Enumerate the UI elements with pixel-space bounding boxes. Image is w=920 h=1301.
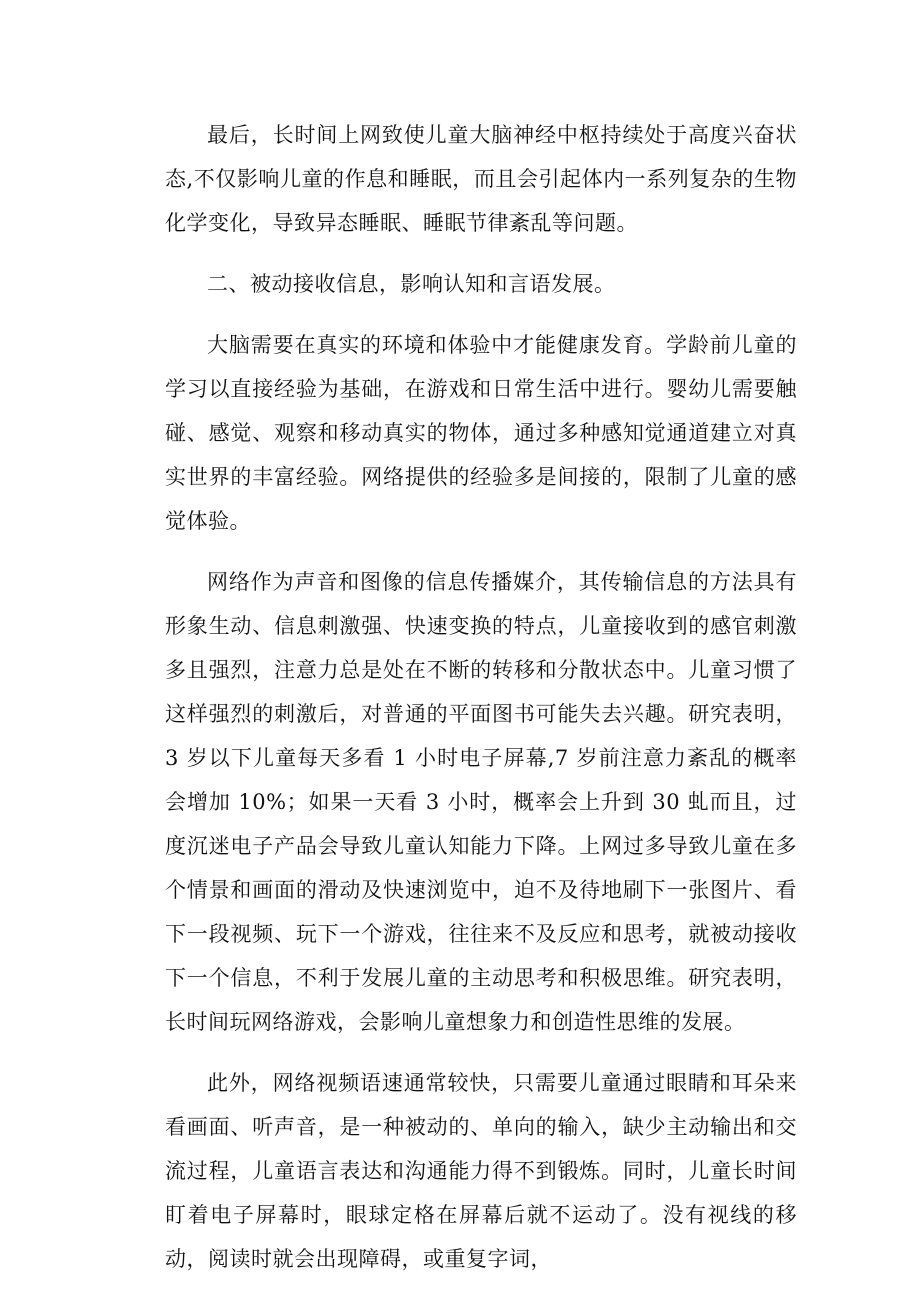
paragraph-language-development: 此外，网络视频语速通常较快，只需要儿童通过眼睛和耳朵来看画面、听声音，是一种被动的、单向的输入，缺少主动输出和交流过程，儿童语言表达和沟通能力得不到锻炼。同时，儿童长时间盯着电子屏幕时，眼球定格在屏幕后就不运动了。没有视线的移动，阅读时就会出现障碍，或重复字词， [165, 1071, 797, 1271]
section-heading-passive-reception: 二、被动接收信息，影响认知和言语发展。 [207, 272, 616, 296]
paragraph-sleep-effects: 最后，长时间上网致使儿童大脑神经中枢持续处于高度兴奋状态,不仅影响儿童的作息和睡眠，而且会引起体内一系列复杂的生物化学变化，导致异态睡眠、睡眠节律紊乱等问题。 [165, 123, 797, 235]
paragraph-network-media: 网络作为声音和图像的信息传播媒介，其传输信息的方法具有形象生动、信息刺激强、快速变换的特点，儿童接收到的感官刺激多且强烈，注意力总是处在不断的转移和分散状态中。儿童习惯了这样强烈的刺激后，对普通的平面图书可能失去兴趣。研究表明，3 岁以下儿童每天多看 1 小时电子屏幕,7 岁前注意力紊乱的概率会增加 10%；如果一天看 3 小时，概率会上升到 30 虬而且，过度沉迷电子产品会导致儿童认知能力下降。上网过多导致儿童在多个情景和画面的滑动及快速浏览中，迫不及待地刷下一张图片、看下一段视频、玩下一个游戏，往往来不及反应和思考，就被动接收下一个信息，不利于发展儿童的主动思考和积极思维。研究表明，长时间玩网络游戏，会影响儿童想象力和创造性思维的发展。 [165, 570, 797, 1034]
paragraph-real-experience: 大脑需要在真实的环境和体验中才能健康发育。学龄前儿童的学习以直接经验为基础，在游戏和日常生活中进行。婴幼儿需要触碰、感觉、观察和移动真实的物体，通过多种感知觉通道建立对真实世界的丰富经验。网络提供的经验多是间接的，限制了儿童的感觉体验。 [165, 333, 797, 533]
document-body [165, 113, 797, 1281]
